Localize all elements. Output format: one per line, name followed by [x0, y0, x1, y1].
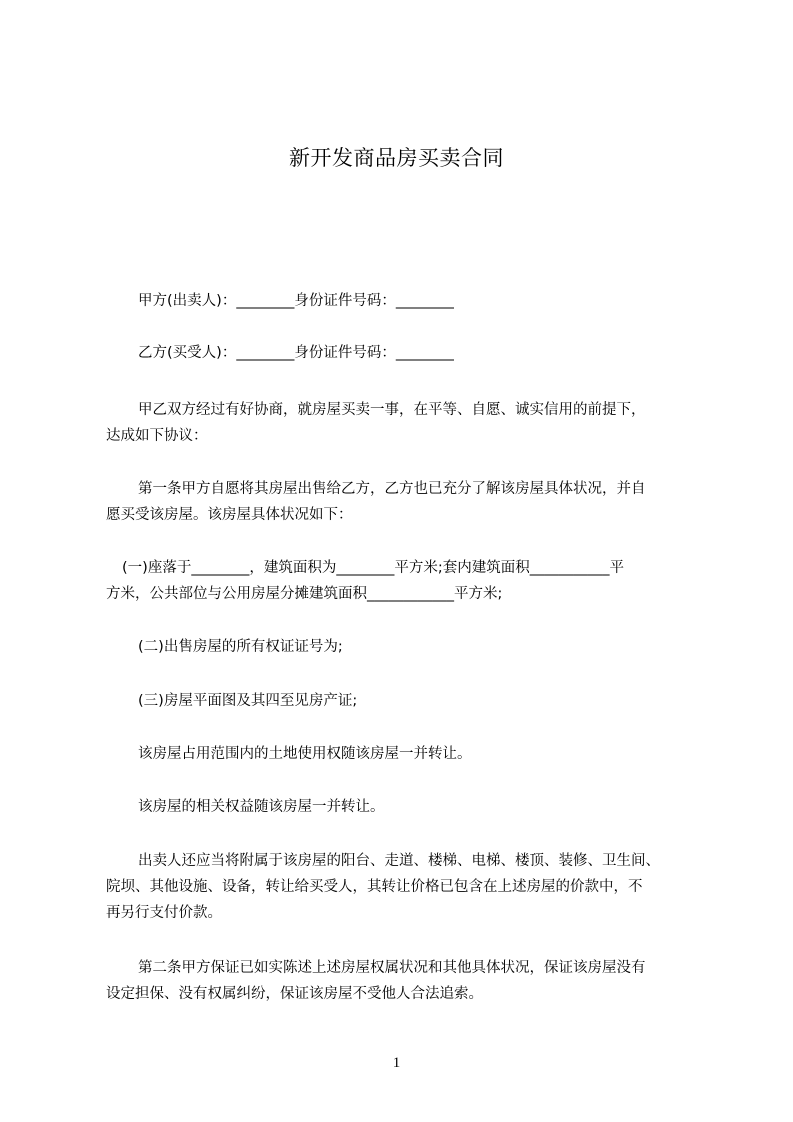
party-b-line: 乙方(买受人)：________身份证件号码：________: [138, 345, 454, 361]
article-2-paragraph: [106, 955, 706, 1007]
item-3-paragraph: [106, 688, 706, 714]
land-rights-line: 该房屋占用范围内的土地使用权随该房屋一并转让。: [138, 746, 472, 762]
item-1-line-2: 方米，公共部位与公用房屋分摊建筑面积____________平方米;: [106, 586, 503, 602]
article-1-paragraph: [106, 476, 706, 528]
facilities-paragraph: [106, 848, 706, 926]
item-2-line: (二)出售房屋的所有权证证号为;: [138, 639, 343, 655]
related-rights-paragraph: [106, 794, 706, 820]
party-b-paragraph: [106, 340, 706, 366]
article-2-line-2: 设定担保、没有权属纠纷，保证该房屋不受他人合法追索。: [106, 986, 483, 1002]
item-2-paragraph: [106, 634, 706, 660]
item-1-line-1: (一)座落于________，建筑面积为________平方米;套内建筑面积___________平: [122, 560, 624, 576]
document-title: 新开发商品房买卖合同: [289, 146, 504, 170]
item-3-line: (三)房屋平面图及其四至见房产证;: [138, 693, 358, 709]
facilities-line-2: 院坝、其他设施、设备，转让给买受人，其转让价格已包含在上述房屋的价款中，不: [106, 879, 643, 895]
item-1-paragraph: [106, 555, 706, 607]
article-1-line-2: 愿买受该房屋。该房屋具体状况如下：: [106, 507, 353, 523]
related-rights-line: 该房屋的相关权益随该房屋一并转让。: [138, 799, 385, 815]
facilities-line-1: 出卖人还应当将附属于该房屋的阳台、走道、楼梯、电梯、楼顶、装修、卫生间、: [138, 853, 660, 869]
article-2-line-1: 第二条甲方保证已如实陈述上述房屋权属状况和其他具体状况，保证该房屋没有: [138, 960, 646, 976]
page-number: 1: [392, 1055, 401, 1071]
party-a-line: 甲方(出卖人)：________身份证件号码：________: [138, 293, 454, 309]
intro-line-2: 达成如下协议：: [106, 428, 208, 444]
facilities-line-3: 再另行支付价款。: [106, 905, 222, 921]
party-a-paragraph: [106, 288, 706, 314]
article-1-line-1: 第一条甲方自愿将其房屋出售给乙方，乙方也已充分了解该房屋具体状况，并自: [138, 481, 646, 497]
land-rights-paragraph: [106, 741, 706, 767]
intro-paragraph: [106, 397, 706, 449]
intro-line-1: 甲乙双方经过有好协商，就房屋买卖一事，在平等、自愿、诚实信用的前提下，: [138, 402, 646, 418]
